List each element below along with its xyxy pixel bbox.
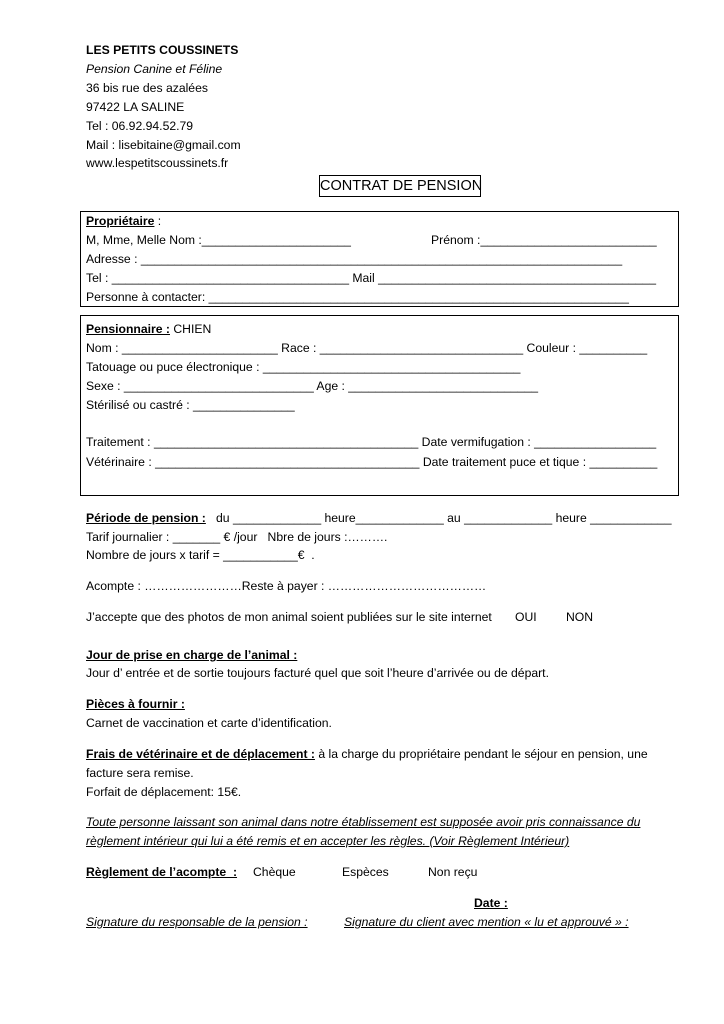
- fees-row: [86, 747, 648, 762]
- total-field[interactable]: Nombre de jours x tarif = ___________€ .: [86, 548, 315, 562]
- care-day-heading: Jour de prise en charge de l’animal :: [86, 648, 298, 662]
- fees-heading: Frais de vétérinaire et de déplacement :: [86, 747, 315, 761]
- pet-heading-label: Pensionnaire :: [86, 322, 170, 336]
- fees-text-2: facture sera remise.: [86, 766, 194, 780]
- period-dates-field[interactable]: du _____________ heure_____________ au _____________ heure ____________: [205, 511, 672, 525]
- address-line-1: 36 bis rue des azalées: [86, 81, 208, 95]
- period-row: [86, 511, 672, 526]
- date-label: Date :: [474, 896, 508, 910]
- company-website: www.lespetitscoussinets.fr: [86, 156, 229, 170]
- photo-consent-yes[interactable]: OUI: [515, 610, 537, 624]
- owner-firstname-field[interactable]: Prénom :__________________________: [431, 233, 657, 247]
- client-signature-label: Signature du client avec mention « lu et approuvé » :: [344, 915, 629, 929]
- pet-treatment-field[interactable]: Traitement : _______________________________________ Date vermifugation : __________________: [86, 435, 657, 449]
- manager-signature-label: Signature du responsable de la pension :: [86, 915, 308, 929]
- company-subtitle: Pension Canine et Féline: [86, 62, 223, 76]
- company-phone: Tel : 06.92.94.52.79: [86, 119, 194, 133]
- photo-consent-text: J’accepte que des photos de mon animal soient publiées sur le site internet: [86, 610, 492, 624]
- period-heading: Période de pension :: [86, 511, 206, 525]
- pet-heading: [86, 322, 211, 337]
- fees-text-3: Forfait de déplacement: 15€.: [86, 785, 242, 799]
- contract-title: CONTRAT DE PENSION: [319, 175, 481, 197]
- pet-vet-field[interactable]: Vétérinaire : _______________________________________ Date traitement puce et tique : __________: [86, 455, 658, 469]
- deposit-field[interactable]: Acompte : ……………………Reste à payer : …………………………………: [86, 579, 487, 593]
- company-mail: Mail : lisebitaine@gmail.com: [86, 138, 241, 152]
- pet-species: CHIEN: [169, 322, 212, 336]
- owner-address-field[interactable]: Adresse : _______________________________________________________________________: [86, 252, 623, 266]
- daily-rate-field[interactable]: Tarif journalier : _______ € /jour Nbre de jours :……….: [86, 530, 388, 544]
- owner-heading-label: Propriétaire: [86, 214, 155, 228]
- pet-sterilized-field[interactable]: Stérilisé ou castré : _______________: [86, 398, 295, 412]
- owner-tel-mail-field[interactable]: Tel : ___________________________________ Mail _________________________________________: [86, 271, 656, 285]
- fees-text-1: à la charge du propriétaire pendant le séjour en pension, une: [314, 747, 648, 761]
- payment-heading: Règlement de l’acompte :: [86, 865, 238, 879]
- rules-notice-line-2: règlement intérieur qui lui a été remis et en accepter les règles. (Voir Règlement Intérieur): [86, 834, 570, 848]
- owner-heading: [86, 214, 161, 229]
- documents-heading: Pièces à fournir :: [86, 697, 185, 711]
- documents-text: Carnet de vaccination et carte d’identification.: [86, 716, 332, 730]
- owner-heading-colon: :: [154, 214, 162, 228]
- owner-name-field[interactable]: M, Mme, Melle Nom :______________________: [86, 233, 351, 247]
- pet-name-breed-color-field[interactable]: Nom : _______________________ Race : ______________________________ Couleur : __________: [86, 341, 648, 355]
- care-day-text: Jour d’ entrée et de sortie toujours facturé quel que soit l’heure d’arrivée ou de départ.: [86, 666, 549, 680]
- owner-contact-field[interactable]: Personne à contacter: ______________________________________________________________: [86, 290, 629, 304]
- pet-sex-age-field[interactable]: Sexe : ____________________________ Age : ____________________________: [86, 379, 539, 393]
- address-line-2: 97422 LA SALINE: [86, 100, 185, 114]
- payment-unpaid-option[interactable]: Non reçu: [428, 865, 478, 879]
- rules-notice-line-1: Toute personne laissant son animal dans notre établissement est supposée avoir pris connaissance du: [86, 815, 641, 829]
- payment-cash-option[interactable]: Espèces: [342, 865, 389, 879]
- company-name: LES PETITS COUSSINETS: [86, 43, 239, 57]
- payment-cheque-option[interactable]: Chèque: [253, 865, 296, 879]
- pet-tattoo-field[interactable]: Tatouage ou puce électronique : ______________________________________: [86, 360, 521, 374]
- photo-consent-no[interactable]: NON: [566, 610, 594, 624]
